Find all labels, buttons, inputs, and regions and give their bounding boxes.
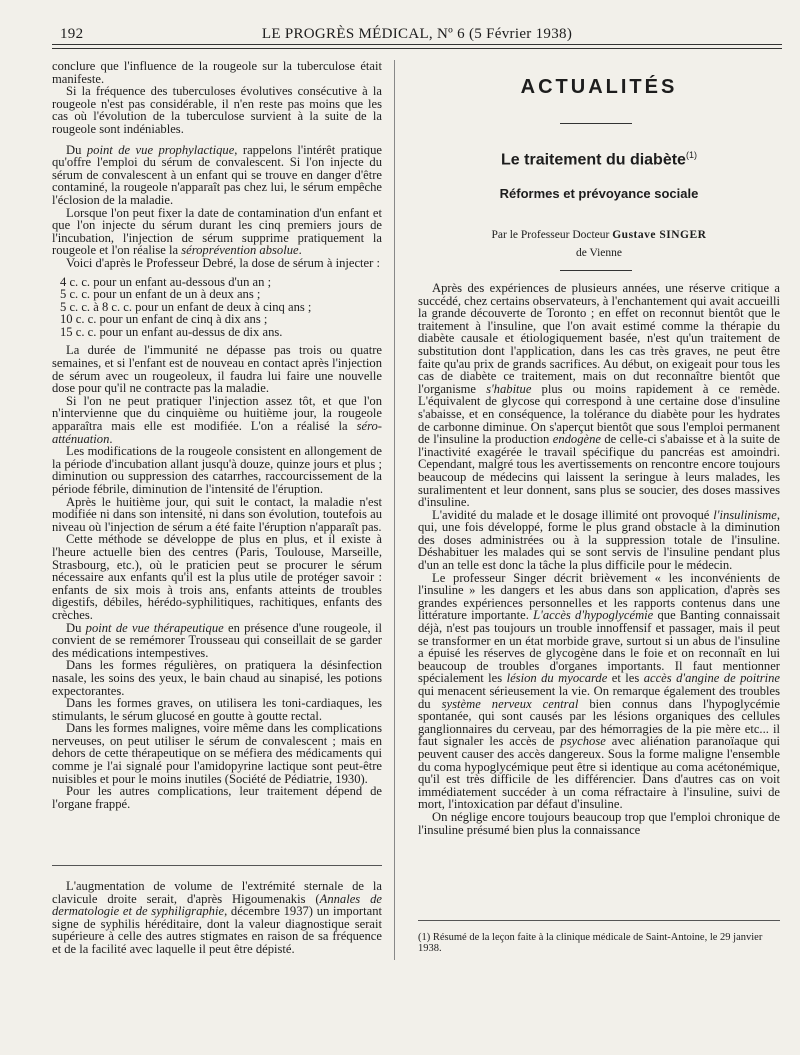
paragraph: Du point de vue prophylactique, rappelons l'intérêt pratique qu'offre l'emploi du sérum de convalescent. Si l'on injecte du sérum de convalescent à un enfant qui se trouve en danger d'être contaminé, la rougeole n'apparaît pas chez lui, le sérum empêche l'éclosion de la maladie.	[52, 142, 382, 207]
article-title: Le traitement du diabète$^{(1)}$	[501, 150, 697, 169]
journal-title: LE PROGRÈS MÉDICAL, Nº 6 (5 Février 1938)	[261, 26, 573, 42]
header-rule	[52, 44, 782, 49]
dose-item: 5 c. c. à 8 c. c. pour un enfant de deux à cinq ans ;	[60, 299, 312, 314]
running-header	[52, 22, 782, 42]
paragraph: Dans les formes malignes, voire même dans les complications nerveuses, on peut utiliser le sérum de convalescent ; mais en dehors de cette thérapeutique on se méfiera des médicaments qui comme je l'ai signalé pour l'amidopyrine lactique sont peut-être nuisibles et pour le moins inutiles (Société de Pédiatrie, 1930).	[52, 721, 382, 786]
paragraph: Cette méthode se développe de plus en plus, et il existe à l'heure actuelle bien des centres (Paris, Toulouse, Marseille, Strasbourg, etc.), où le praticien peut se procurer le sérum nécessaire aux enfants qu'il est la plus utile de protéger savoir : enfants de six mois à trois ans, enfants atteints de troubles digestifs, débiles, hérédo-syphilitiques, rachitiques, enfants des crèches.	[52, 532, 382, 622]
paragraph: Le professeur Singer décrit brièvement « les inconvénients de l'insuline » les dangers et les abus dans son application, d'après ses grandes expériences personnelles et les rapports contenus dans une littérature importante. L'accès d'hypoglycémie que Banting connaissait déjà, n'est pas toujours un trouble innoffensif et passager, mais il peut se transformer en un état morbide grave, surtout si un abus de l'insuline a épuisé les réserves de glycogène dans le foie et on reconnaît en lui beaucoup de troubles d'organes importants. Il faut mentionner spécialement les lésion du myocarde et les accès d'angine de poitrine qui menacent sérieusement la vie. On remarque également des troubles du système nerveux central bien connus dans l'hypoglycémie spontanée, qui sont causés par les lésions organiques des cellules ganglionnaires du cerveau, par des hémorragies de la pie mère etc... il faut signaler les accès de psychose avec aliénation paranoïaque qui peuvent causer des accès dangereux. Sous la forme maligne l'ensemble du coma hypoglycémique peut être si identique au coma acétonémique, qu'il est très difficile de les différencier. Dans d'autres cas on voit immédiatement succéder à un coma réfractaire à l'insuline, suivi de mort, l'intoxication par défaut d'insuline.	[418, 570, 780, 812]
title-rule	[560, 270, 632, 271]
paragraph: Dans les formes régulières, on pratiquera la désinfection nasale, les soins des yeux, le bain chaud au sinapisé, les potions expectorantes.	[52, 658, 382, 698]
paragraph: Après des expériences de plusieurs années, une réserve critique a succédé, chez certains observateurs, à l'enchantement qui avait accueilli la grande découverte de Toronto ; en effet on reconnut bientôt que le traitement à l'insuline, que l'on avait estimé comme la thérapie du diabète causale et étiologiquement basée, n'est qu'un traitement de substitution dont l'application, dans les cas très graves, ne peut être faite qu'au prix de grands sacrifices. Au début, on exigeait pour tous les cas de diabète ce traitement, mais on dut reconnaître bientôt que l'organisme s'habitue plus ou moins rapidement à ce remède. L'équivalent de glycose qui correspond à une certaine dose d'insuline s'abaisse, et en conséquence, la tolérance du diabète pour les hydrates de carbonne diminue. On s'aperçut bientôt que sous l'emploi permanent de l'insuline la production endogène de celle-ci s'abaisse et à la suite de l'inactivité exagérée le travail spécifique du pancréas est amoindri. Cependant, malgré tous les avertissements on rencontre encore toujours beaucoup de médecins qui laissent la seringue à leurs malades, les suralimentent et leur donnent, sans plus se soucier, des doses massives d'insuline.	[418, 281, 780, 510]
paragraph: Les modifications de la rougeole consistent en allongement de la période d'incubation allant jusqu'à douze, quinze jours et plus ; diminution ou suppression des catarrhes, raccourcissement de la période fébrile, diminution de l'intensité de l'éruption.	[52, 444, 382, 496]
article-subtitle: Réformes et prévoyance sociale	[499, 186, 699, 201]
footnote-rule	[418, 920, 780, 921]
section-rule	[560, 123, 632, 124]
dose-item: 5 c. c. pour un enfant de un à deux ans ;	[60, 287, 261, 302]
footnote-mark: (1)	[685, 150, 697, 160]
paragraph: On néglige encore toujours beaucoup trop que l'emploi chronique de l'insuline présumé bien plus la connaissance	[418, 809, 780, 837]
paragraph: Si l'on ne peut pratiquer l'injection assez tôt, et que l'on n'intervienne que du cinquième ou huitième jour, la rougeole apparaîtra mais elle est modifiée. L'on a réalisé la séro-atténuation.	[52, 393, 382, 446]
author-name: Gustave SINGER	[612, 229, 707, 241]
paragraph: La durée de l'immunité ne dépasse pas trois ou quatre semaines, et si l'enfant est de nouveau en contact après l'injection de sérum avec un rougeoleux, il faudra lui faire une nouvelle dose pour qu'il ne contracte pas la maladie.	[52, 343, 382, 396]
right-column	[418, 282, 780, 836]
left-footnote	[52, 880, 382, 956]
paragraph: Lorsque l'on peut fixer la date de contamination d'un enfant et que l'on injecte du sérum durant les cinq premiers jours de l'incubation, l'injection de sérum supprime pratiquement la rougeole et l'on réalise la séroprévention absolue.	[52, 205, 382, 258]
dose-item: 10 c. c. pour un enfant de cinq à dix ans ;	[60, 312, 268, 327]
paragraph: Du point de vue thérapeutique en présence d'une rougeole, il convient de se remémorer Trousseau qui conseillait de se garder des médications intempestives.	[52, 620, 382, 660]
paragraph: conclure que l'influence de la rougeole sur la tuberculose était manifeste.	[52, 59, 382, 86]
paragraph: L'augmentation de volume de l'extrémité sternale de la clavicule droite serait, d'après Higoumenakis (Annales de dermatologie et de syphiligraphie, décembre 1937) un important signe de syphilis héréditaire, dont la valeur diagnostique serait supérieure à celle des autres stigmates en raison de sa fréquence et de la facilité avec laquelle il peut être dépisté.	[52, 879, 383, 956]
paragraph: Voici d'après le Professeur Debré, la dose de sérum à injecter :	[66, 255, 380, 270]
paragraph: Pour les autres complications, leur traitement dépend de l'organe frappé.	[52, 784, 382, 811]
paragraph: Si la fréquence des tuberculoses évolutives consécutive à la rougeole n'est pas considérable, il n'en reste pas moins que les cas où l'évolution de la tuberculose survient à la suite de la rougeole sont indéniables.	[52, 84, 382, 136]
footnote-rule	[52, 865, 382, 866]
dose-list	[52, 276, 382, 339]
article-footnote: (1) Résumé de la leçon faite à la clinique médicale de Saint-Antoine, le 29 janvier 1938.	[418, 932, 763, 954]
paragraph: Après le huitième jour, qui suit le contact, la maladie n'est modifiée ni dans son intensité, ni dans son évolution, toutefois au niveau où l'injection de sérum a été faite l'éruption n'apparaît pas.	[52, 494, 382, 534]
left-column	[52, 60, 382, 810]
column-divider	[394, 60, 395, 960]
paragraph: L'avidité du malade et le dosage illimité ont provoqué l'insulinisme, qui, une fois développé, forme le plus grand obstacle à la diminution des doses administrées ou à la suppression totale de l'insuline. Déshabituer les malades qui se sont servis de l'insuline pendant plus d'un an telle est donc la tâche la plus difficile pour le médecin.	[418, 507, 780, 573]
section-heading: ACTUALITÉS	[520, 76, 678, 98]
paragraph: Dans les formes graves, on utilisera les toni-cardiaques, les stimulants, le sérum glucosé en goutte à goutte rectal.	[52, 696, 382, 723]
page-number: 192	[60, 26, 84, 42]
byline: Par le Professeur Docteur Gustave SINGER de Vienne	[491, 229, 707, 259]
dose-item: 4 c. c. pour un enfant au-dessous d'un an ;	[60, 274, 272, 289]
dose-item: 15 c. c. pour un enfant au-dessus de dix ans.	[60, 324, 283, 339]
